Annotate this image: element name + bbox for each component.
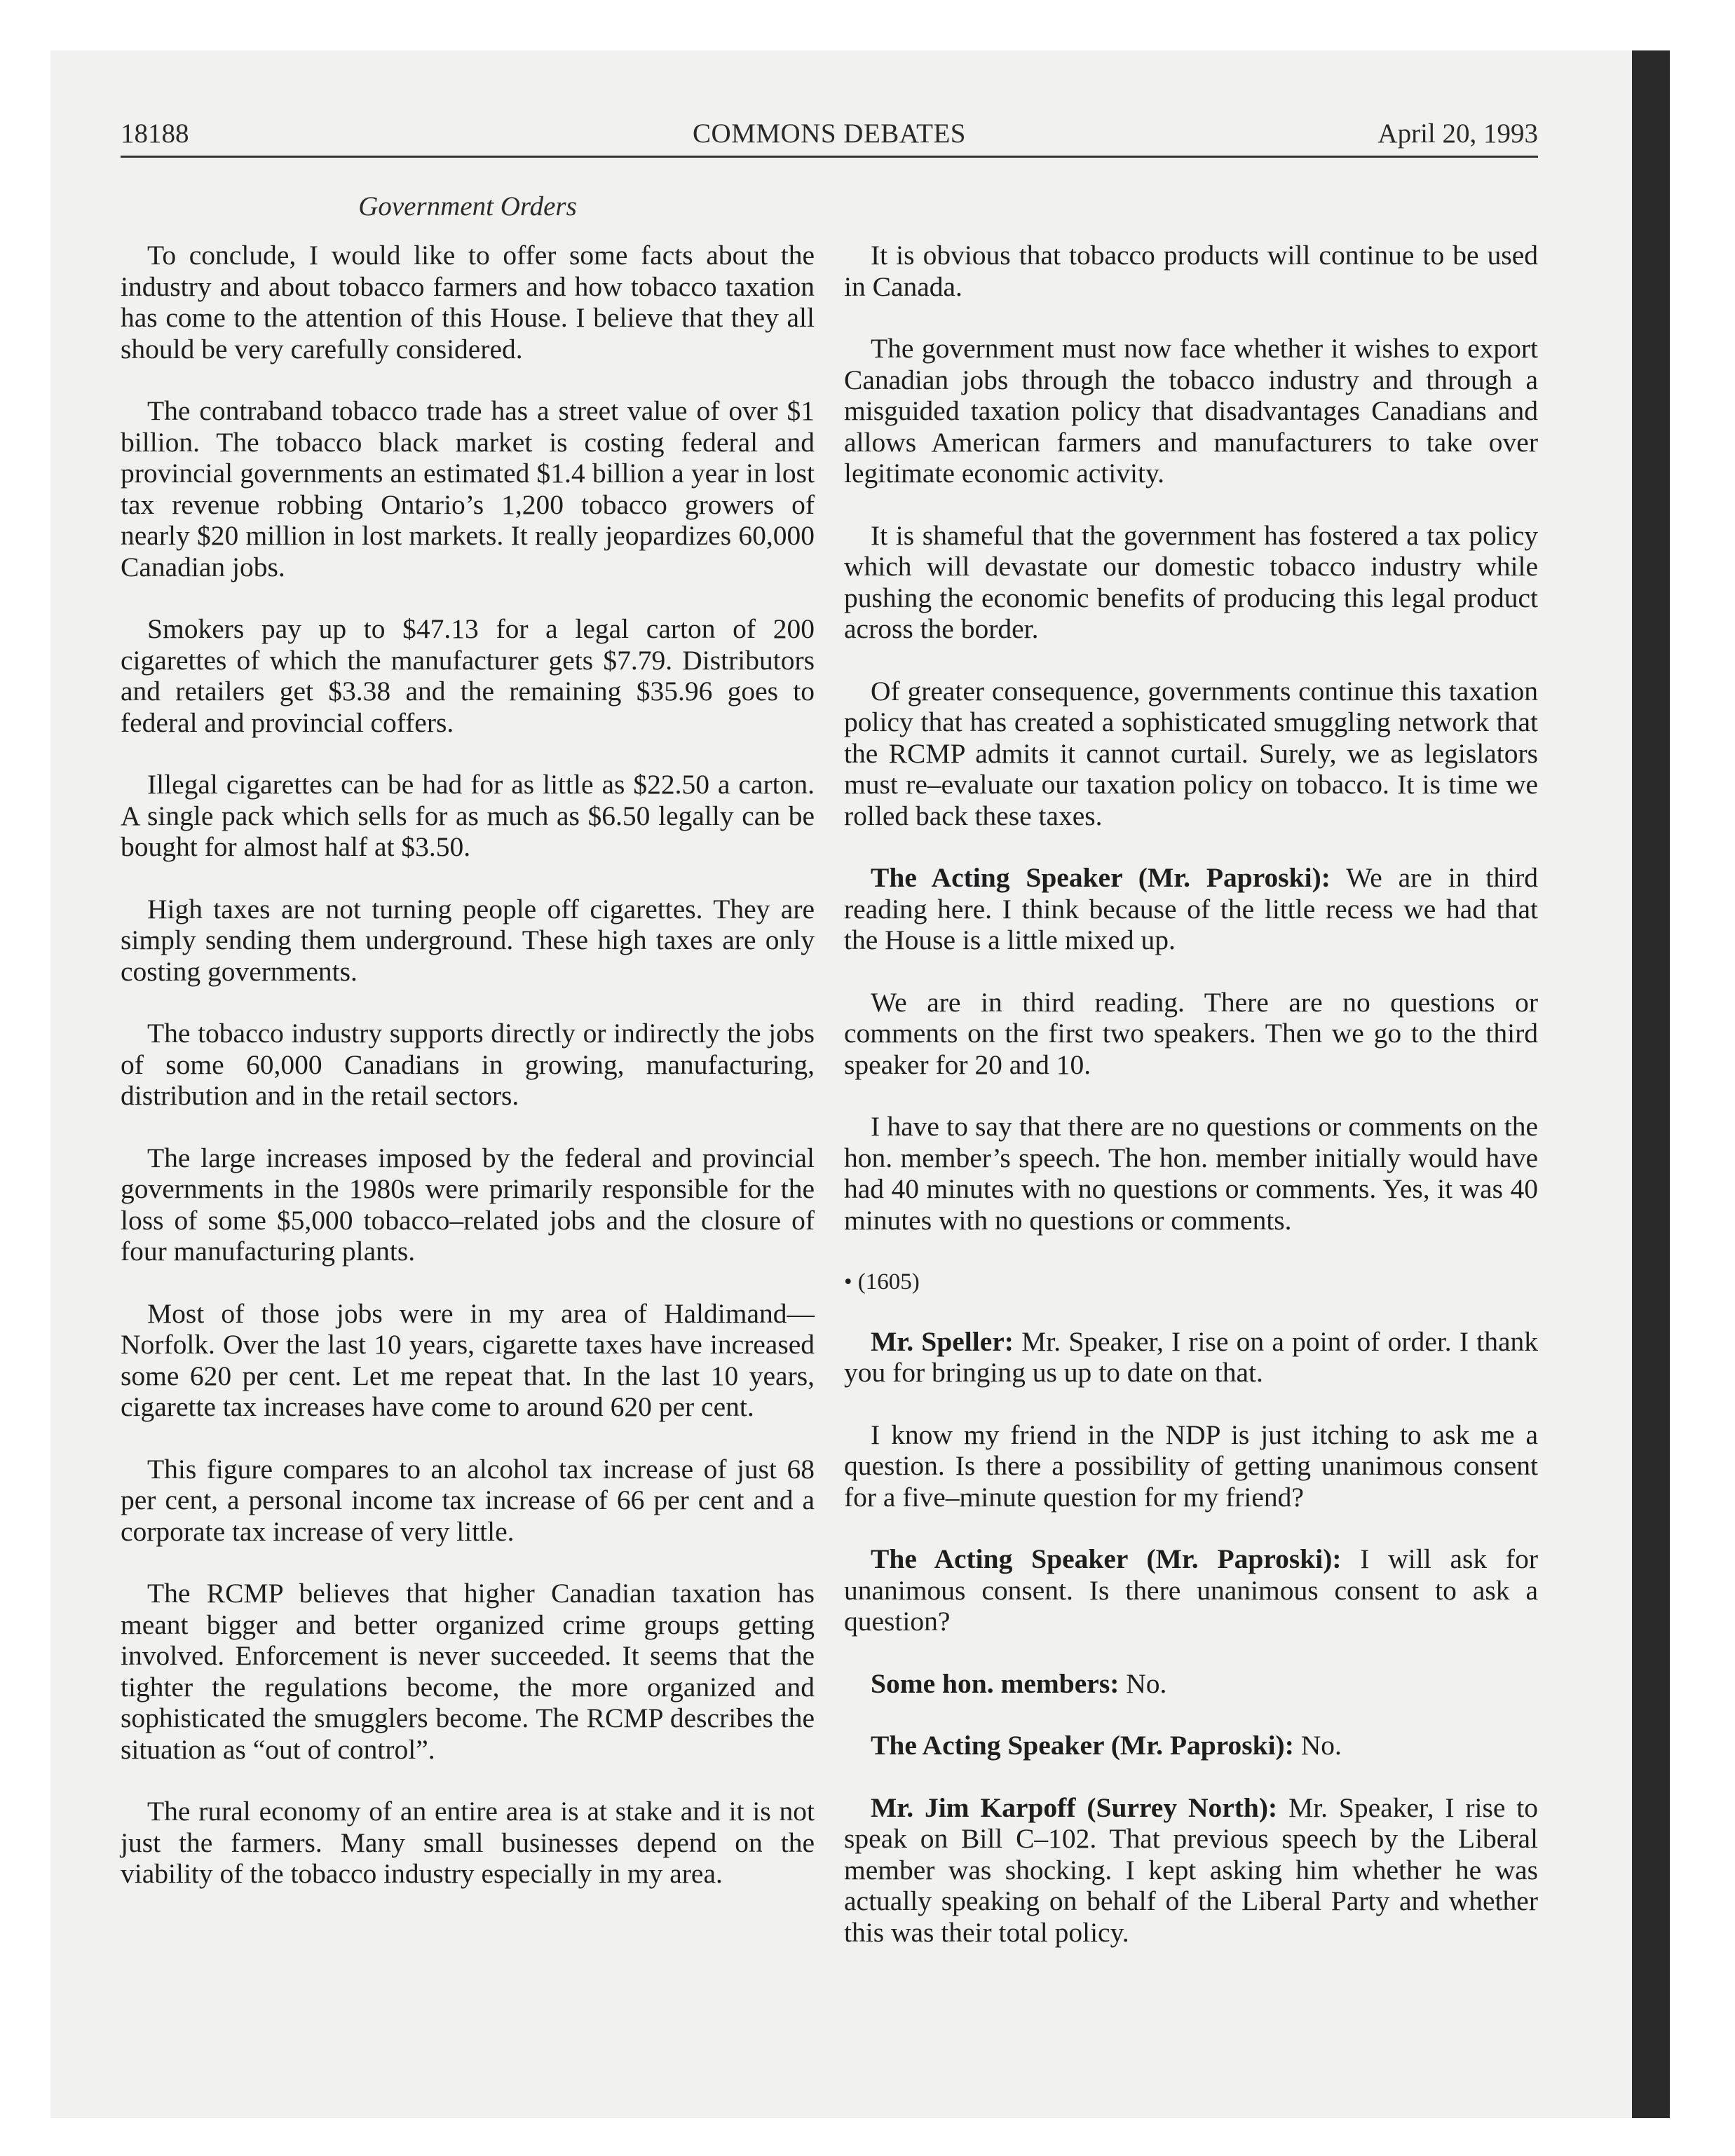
speech-text: I will ask for unanimous consent. Is there unanimous consent to ask a question? [844,1543,1538,1637]
speech-text: No. [1119,1667,1167,1699]
speaker-name: Mr. Speller: [871,1325,1014,1357]
speech-paragraph [844,1543,1538,1637]
paragraph: The tobacco industry supports directly or indirectly the jobs of some 60,000 Canadians in growing, manufacturing, distribution and in the retail sectors. [121,1018,815,1111]
speech-text: We are in third reading here. I think because of the little recess we had that the House is a little mixed up. [844,862,1538,955]
paragraph: The rural economy of an entire area is at stake and it is not just the farmers. Many small businesses depend on the viability of the tobacco industry especially in my area. [121,1796,815,1889]
speaker-name: Mr. Jim Karpoff (Surrey North): [871,1792,1278,1823]
speech-paragraph [844,1668,1538,1700]
paragraph: Smokers pay up to $47.13 for a legal carton of 200 cigarettes of which the manufacturer gets $7.79. Distributors and retailers get $3.38 and the remaining $35.96 goes to federal and provincial coffers. [121,613,815,738]
paragraph: Of greater consequence, governments continue this taxation policy that has created a sophisticated smuggling network that the RCMP admits it cannot curtail. Surely, we as legislators must re–evaluate our taxation policy on tobacco. It is time we rolled back these taxes. [844,675,1538,831]
paragraph: Most of those jobs were in my area of Haldimand—Norfolk. Over the last 10 years, cigarette taxes have increased some 620 per cent. Let me repeat that. In the last 10 years, cigarette tax increases have come to around 620 per cent. [121,1297,815,1422]
binding-edge [1632,50,1670,2118]
speaker-name: Some hon. members: [871,1667,1120,1699]
speaker-name: The Acting Speaker (Mr. Paproski): [871,1543,1342,1574]
left-column [121,240,815,1920]
paragraph: High taxes are not turning people off cigarettes. They are simply sending them underground. These high taxes are only costing governments. [121,893,815,987]
paragraph: To conclude, I would like to offer some facts about the industry and about tobacco farmers and how tobacco taxation has come to the attention of this House. I believe that they all should be very carefully considered. [121,240,815,364]
time-marker: • (1605) [844,1269,920,1295]
section-title: Government Orders [358,191,577,221]
speech-text: No. [1293,1730,1342,1761]
page-number: 18188 [121,118,189,149]
header-rule [121,156,1538,158]
speech-paragraph [844,862,1538,956]
speaker-name: The Acting Speaker (Mr. Paproski): [871,1730,1294,1761]
paragraph: It is obvious that tobacco products will continue to be used in Canada. [844,240,1538,302]
publication-date: April 20, 1993 [1377,118,1538,149]
paragraph: The large increases imposed by the federal and provincial governments in the 1980s were primarily responsible for the loss of some $5,000 tobacco–related jobs and the closure of four manufacturing plants. [121,1142,815,1267]
paragraph: The government must now face whether it wishes to export Canadian jobs through the tobacco industry and through a misguided taxation policy that disadvantages Canadians and allows American farmers and manufacturers to take over legitimate economic activity. [844,333,1538,489]
speaker-name: The Acting Speaker (Mr. Paproski): [871,862,1331,893]
paragraph: I know my friend in the NDP is just itching to ask me a question. Is there a possibility of getting unanimous consent for a five–minute question for my friend? [844,1419,1538,1513]
paragraph: I have to say that there are no questions or comments on the hon. member’s speech. The hon. member initially would have had 40 minutes with no questions or comments. Yes, it was 40 minutes with no questions or comments. [844,1111,1538,1236]
paragraph: Illegal cigarettes can be had for as little as $22.50 a carton. A single pack which sells for as much as $6.50 legally can be bought for almost half at $3.50. [121,769,815,862]
right-column [844,240,1538,1979]
speech-paragraph [844,1326,1538,1389]
paragraph: It is shameful that the government has fostered a tax policy which will devastate our domestic tobacco industry while pushing the economic benefits of producing this legal product across the border. [844,519,1538,644]
publication-title: COMMONS DEBATES [693,118,966,149]
speech-text: Mr. Speaker, I rise to speak on Bill C–102. That previous speech by the Liberal member was shocking. I kept asking him whether he was actually speaking on behalf of the Liberal Party and whether this was their total policy. [844,1792,1538,1948]
paragraph: The RCMP believes that higher Canadian taxation has meant bigger and better organized crime groups getting involved. Enforcement is never succeeded. It seems that the tighter the regulations become, the more organized and sophisticated the smugglers become. The RCMP describes the situation as “out of control”. [121,1578,815,1765]
paragraph: This figure compares to an alcohol tax increase of just 68 per cent, a personal income tax increase of 66 per cent and a corporate tax increase of very little. [121,1453,815,1547]
speech-paragraph [844,1792,1538,1949]
speech-paragraph [844,1730,1538,1761]
paragraph: We are in third reading. There are no questions or comments on the first two speakers. Then we go to the third speaker for 20 and 10. [844,986,1538,1080]
speech-text: Mr. Speaker, I rise on a point of order. I thank you for bringing us up to date on that. [844,1325,1539,1388]
paragraph: The contraband tobacco trade has a street value of over $1 billion. The tobacco black market is costing federal and provincial governments an estimated $1.4 billion a year in lost tax revenue robbing Ontario’s 1,200 tobacco growers of nearly $20 million in lost markets. It really jeopardizes 60,000 Canadian jobs. [121,395,815,582]
running-head [121,114,1538,156]
